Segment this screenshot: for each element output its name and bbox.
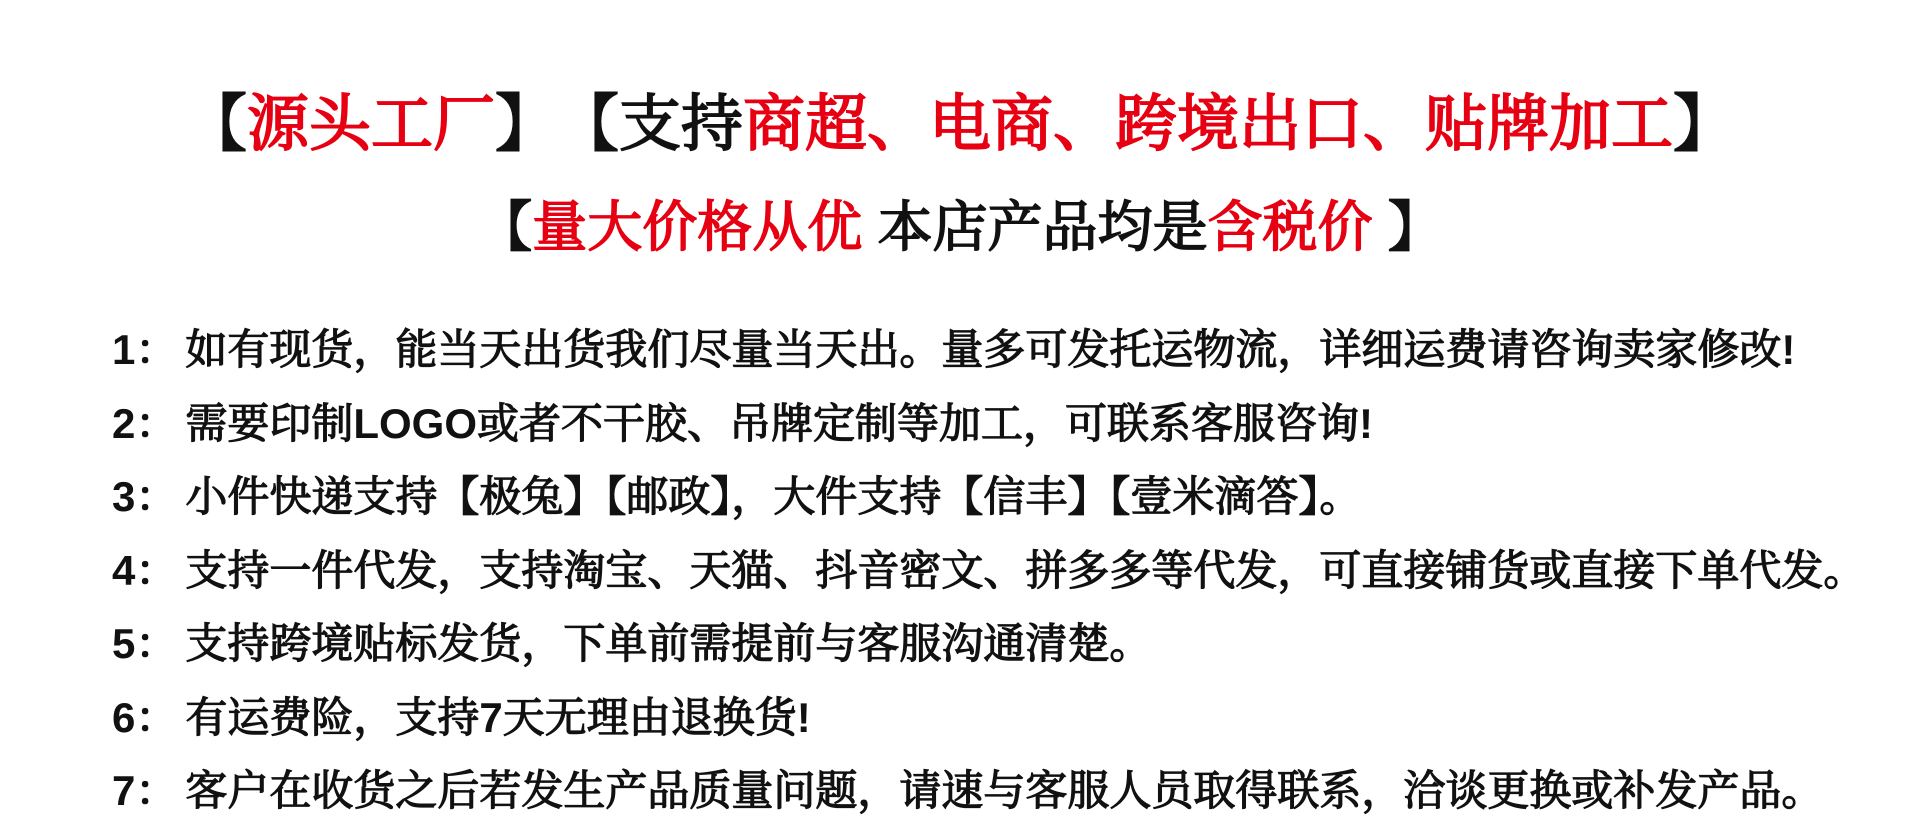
note-row [112, 681, 1920, 755]
note-text: 支持一件代发，支持淘宝、天猫、抖音密文、拼多多等代发，可直接铺货或直接下单代发。 [185, 546, 1866, 594]
headline-primary-segment: 源头工厂 [246, 90, 495, 159]
note-text: 支持跨境贴标发货，下单前需提前与客服沟通清楚。 [185, 620, 1152, 668]
headline-primary [0, 0, 1920, 159]
headline-secondary-segment: 含税价 [1207, 196, 1373, 259]
headline-secondary-segment: 本店产品均是 [862, 196, 1208, 259]
note-text: 如有现货，能当天出货我们尽量当天出。量多可发托运物流，详细运费请咨询卖家修改! [185, 326, 1796, 374]
headline-secondary-segment: 量大价格从优 [532, 196, 863, 259]
note-number: 7： [112, 767, 178, 815]
note-row [112, 534, 1920, 608]
note-number: 5： [112, 620, 178, 668]
note-row [112, 313, 1920, 387]
headline-primary-segment: 商超、电商、跨境出口、贴牌加工 [743, 90, 1674, 159]
note-text: 有运费险，支持7天无理由退换货! [185, 693, 811, 741]
note-row [112, 607, 1920, 681]
note-text: 客户在收货之后若发生产品质量问题，请速与客服人员取得联系，洽谈更换或补发产品。 [185, 767, 1824, 815]
note-number: 6： [112, 693, 178, 741]
note-text: 小件快递支持【极兔】【邮政】，大件支持【信丰】【壹米滴答】。 [185, 473, 1362, 521]
headline-secondary [0, 197, 1920, 259]
note-number: 2： [112, 399, 178, 447]
headline-secondary-segment: 【 [477, 196, 533, 259]
note-number: 4： [112, 546, 178, 594]
note-number: 3： [112, 473, 178, 521]
note-number: 1： [112, 326, 178, 374]
note-text: 需要印制LOGO或者不干胶、吊牌定制等加工，可联系客服咨询! [185, 399, 1374, 447]
headline-primary-segment: 【 [184, 90, 247, 159]
headline-secondary-segment: 】 [1372, 196, 1443, 259]
note-row [112, 387, 1920, 461]
note-row [112, 460, 1920, 534]
notes-list [112, 313, 1920, 828]
note-row [112, 754, 1920, 828]
headline-primary-segment: 】 【支持 [494, 90, 743, 159]
headline-primary-segment: 】 [1673, 90, 1736, 159]
